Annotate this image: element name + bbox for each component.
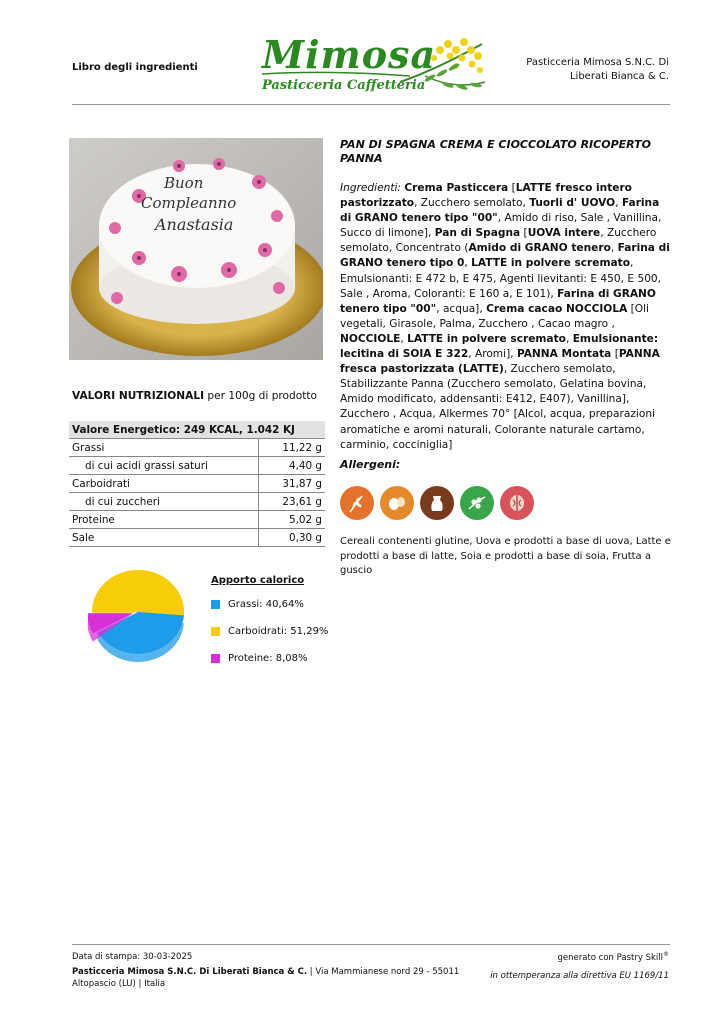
cake-writing-line1: Buon bbox=[164, 174, 204, 192]
ingredient-highlight: Tuorli d' UOVO bbox=[529, 197, 616, 210]
table-row: Proteine 5,02 g bbox=[69, 511, 325, 529]
legend-item: Carboidrati: 51,29% bbox=[211, 624, 328, 638]
pie-slice-carboidrati bbox=[92, 570, 184, 615]
ingredient-text: , Zucchero semolato, Concentrato ( bbox=[340, 227, 657, 255]
ingredient-text: , bbox=[400, 332, 408, 345]
legend-item: Proteine: 8,08% bbox=[211, 651, 328, 665]
ingredients-text bbox=[340, 181, 672, 453]
legend-swatch bbox=[211, 627, 220, 636]
ingredient-text: , bbox=[615, 197, 622, 210]
legend-swatch bbox=[211, 600, 220, 609]
ingredients-list bbox=[340, 182, 670, 451]
table-row: Sale 0,30 g bbox=[69, 529, 325, 547]
ingredient-text: , bbox=[565, 332, 573, 345]
energy-row: Valore Energetico: 249 KCAL, 1.042 KJ bbox=[69, 421, 325, 439]
product-title: PAN DI SPAGNA CREMA E CIOCCOLATO RICOPERTO PANNA bbox=[340, 138, 651, 165]
ingredient-text: [Oli vegetali, Girasole, Palma, Zucchero , Cacao magro , bbox=[340, 302, 649, 330]
ingredient-highlight: NOCCIOLE bbox=[340, 332, 401, 345]
nutrition-title: VALORI NUTRIZIONALI per 100g di prodotto bbox=[72, 390, 318, 402]
nuts-icon bbox=[500, 486, 534, 520]
ingredient-highlight: Crema Pasticcera bbox=[404, 182, 509, 194]
ingredient-highlight: LATTE in polvere scremato bbox=[407, 332, 566, 345]
cake-writing-line2: Compleanno bbox=[141, 194, 237, 212]
ingredient-highlight: UOVA intere bbox=[527, 227, 601, 240]
milk-icon bbox=[420, 486, 454, 520]
allergens-description: Cereali contenenti glutine, Uova e prodotti a base di uova, Latte e prodotti a base di latte, Soia e prodotti a base di soia, Frutta a guscio bbox=[340, 536, 671, 576]
calorie-legend bbox=[211, 575, 328, 678]
egg-icon bbox=[380, 486, 414, 520]
ingredient-highlight: PANNA Montata bbox=[516, 348, 612, 361]
ingredient-text: [ bbox=[611, 348, 619, 361]
logo-wordmark: Mimosa bbox=[262, 32, 437, 77]
document-title: Libro degli ingredienti bbox=[72, 62, 198, 73]
ingredient-text: [ bbox=[520, 227, 528, 240]
cake-photo bbox=[69, 138, 323, 360]
ingredient-text: , Emulsionanti: E 472 b, E 475, Agenti lievitanti: E 450, E 500, Sale , Aroma, Coloranti: E 160 a, E 101), bbox=[340, 257, 662, 300]
ingredient-text: , acqua], bbox=[436, 302, 487, 315]
ingredient-text: , Aromi], bbox=[468, 348, 517, 361]
table-row: di cui acidi grassi saturi 4,40 g bbox=[69, 457, 325, 475]
ingredient-text: , Amido di riso, Sale , Vanillina, Succo di limone], bbox=[340, 212, 662, 240]
table-row: di cui zuccheri 23,61 g bbox=[69, 493, 325, 511]
ingredient-highlight: LATTE in polvere scremato bbox=[471, 257, 630, 270]
allergens-label: Allergeni: bbox=[340, 458, 401, 471]
footer-divider bbox=[72, 944, 670, 945]
ingredient-text: , bbox=[464, 257, 472, 270]
cake-writing-line3: Anastasia bbox=[155, 215, 234, 234]
allergen-icons bbox=[340, 486, 534, 520]
nutrition-table bbox=[69, 421, 325, 547]
table-row: Grassi 11,22 g bbox=[69, 439, 325, 457]
ingredient-highlight: Farina di GRANO tenero tipo "00" bbox=[340, 287, 656, 315]
ingredient-highlight: Farina di GRANO tenero tipo "00" bbox=[340, 197, 660, 225]
calorie-pie-chart bbox=[88, 562, 192, 674]
legend-item: Grassi: 40,64% bbox=[211, 597, 328, 611]
legend-swatch bbox=[211, 654, 220, 663]
ingredient-highlight: PANNA fresca pastorizzata (LATTE) bbox=[340, 348, 660, 376]
ingredient-text: , bbox=[610, 242, 618, 255]
soy-icon bbox=[460, 486, 494, 520]
ingredient-highlight: Emulsionante: lecitina di SOIA E 322 bbox=[340, 332, 659, 361]
eu-directive: in ottemperanza alla direttiva EU 1169/11 bbox=[490, 971, 669, 981]
ingredient-highlight: LATTE fresco intero pastorizzato bbox=[340, 182, 632, 210]
ingredient-text: , Zucchero semolato, Stabilizzante Panna (Zucchero semolato, Gelatina bovina, Amido modificato, addensanti: E412, E407), Vanillina], Zucchero , Acqua, Alkermes 70° [Alcol, acqua, preparazioni aromatiche e aromi naturali, Colorante naturale cartamo, carminio, cocciniglia] bbox=[340, 363, 655, 451]
ingredient-text: , Zucchero semolato, bbox=[414, 197, 530, 210]
footer-company: Pasticceria Mimosa S.N.C. Di Liberati Bianca & C. | Via Mammianese nord 29 - 55011 Altopascio (LU) | Italia bbox=[72, 967, 460, 989]
gluten-icon bbox=[340, 486, 374, 520]
logo-tagline: Pasticceria Caffetteria bbox=[262, 78, 426, 93]
legend-title: Apporto calorico bbox=[211, 575, 305, 586]
table-row: Carboidrati 31,87 g bbox=[69, 475, 325, 493]
ingredient-text: [ bbox=[508, 182, 516, 194]
ingredients-label: Ingredienti: bbox=[340, 182, 402, 194]
ingredient-highlight: Amido di GRANO tenero bbox=[468, 242, 611, 255]
ingredient-highlight: Pan di Spagna bbox=[434, 227, 521, 240]
company-name-header: Pasticceria Mimosa S.N.C. Di Liberati Bianca & C. bbox=[526, 57, 669, 82]
ingredient-highlight: Farina di GRANO tenero tipo 0 bbox=[340, 242, 670, 270]
print-date: Data di stampa: 30-03-2025 bbox=[72, 952, 193, 962]
generated-by: generato con Pastry Skill® bbox=[557, 951, 669, 963]
header-divider bbox=[72, 104, 670, 105]
ingredient-highlight: Crema cacao NOCCIOLA bbox=[486, 302, 628, 315]
